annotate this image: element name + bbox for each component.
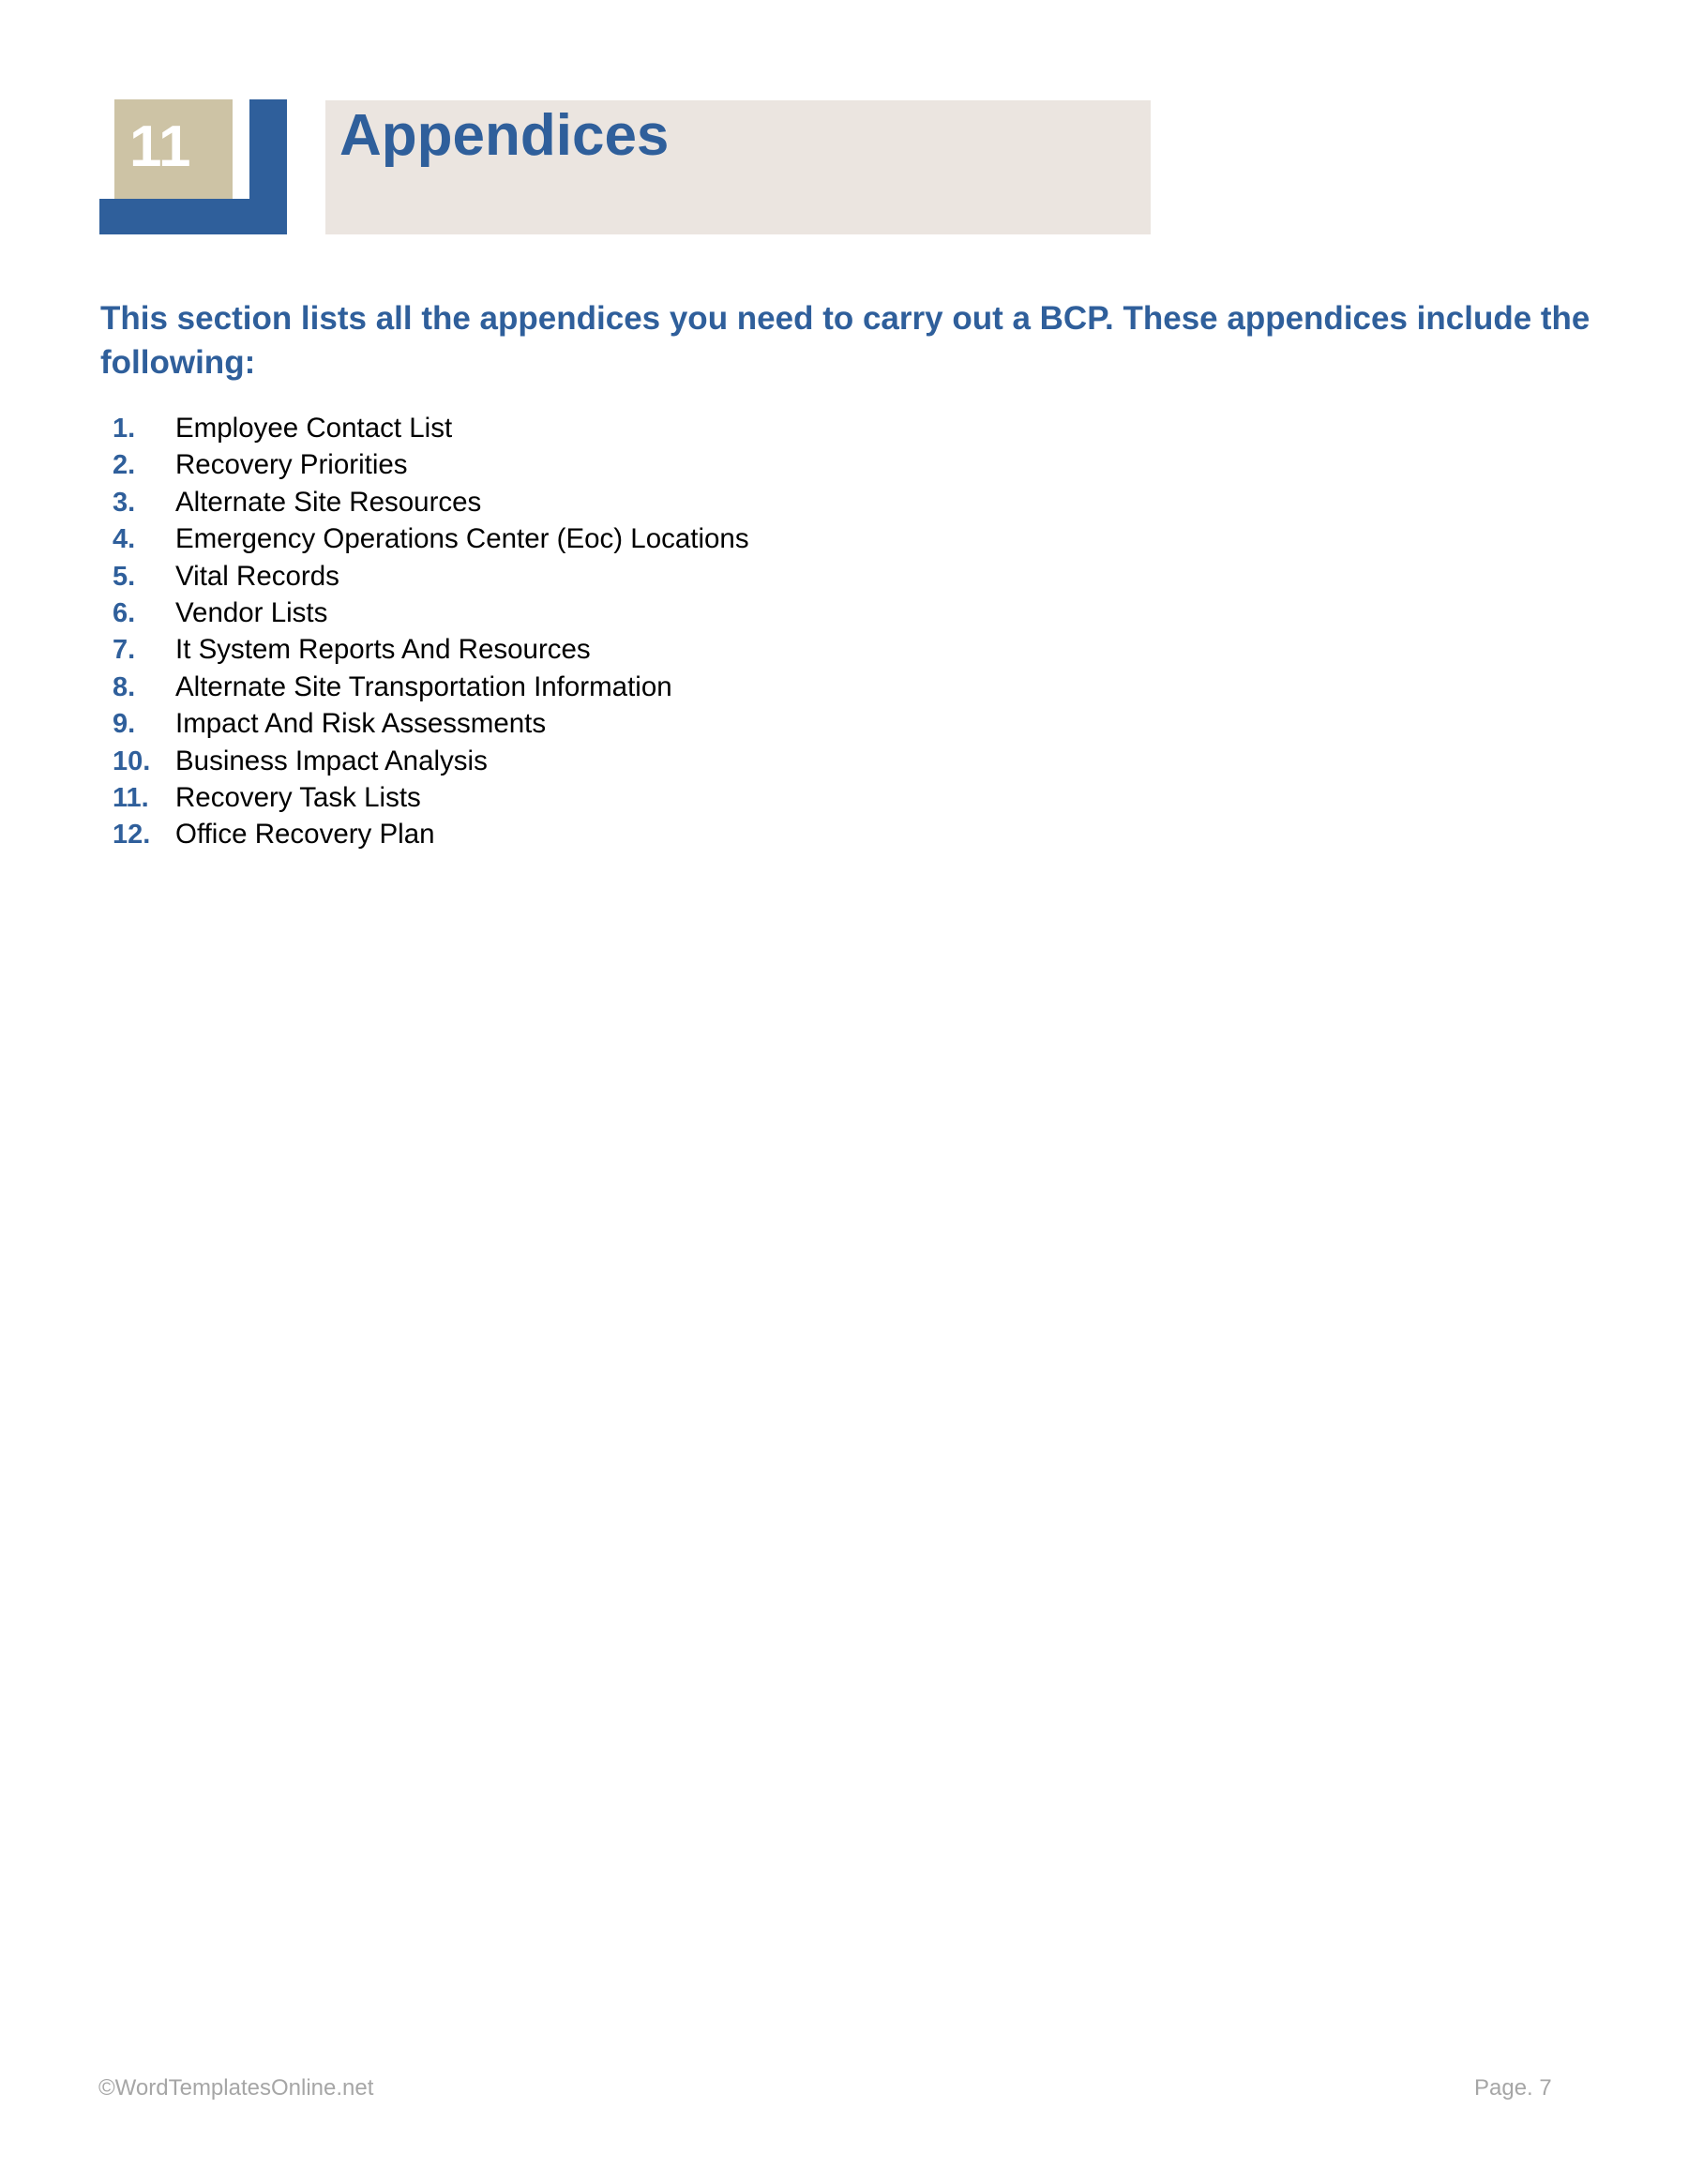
- list-item: [100, 446, 749, 483]
- list-item-label: Employee Contact List: [175, 413, 453, 444]
- list-item-label: Recovery Task Lists: [175, 781, 421, 813]
- list-item-number: 6.: [113, 597, 136, 628]
- list-item-label: Vital Records: [175, 560, 339, 592]
- list-item: [100, 743, 749, 779]
- footer-copyright: ©WordTemplatesOnline.net: [98, 2075, 374, 2101]
- list-item-number: 11.: [113, 782, 149, 813]
- list-item: [100, 631, 749, 668]
- title-band: [325, 100, 1151, 234]
- list-item: [100, 520, 749, 557]
- list-item-number: 5.: [113, 561, 136, 592]
- list-item: [100, 595, 749, 631]
- page-title: Appendices: [339, 103, 670, 168]
- list-item: [100, 558, 749, 595]
- list-item-number: 8.: [113, 671, 136, 702]
- footer-page-number: Page. 7: [1474, 2075, 1552, 2101]
- list-item: [100, 779, 749, 816]
- list-item-label: Alternate Site Resources: [175, 486, 482, 518]
- list-item-label: Impact And Risk Assessments: [175, 708, 547, 740]
- list-item-number: 2.: [113, 450, 136, 481]
- section-number: 11: [114, 99, 233, 199]
- list-item-label: Office Recovery Plan: [175, 819, 435, 851]
- list-item-label: It System Reports And Resources: [175, 634, 591, 666]
- appendices-list: [100, 410, 749, 853]
- list-item-number: 3.: [113, 487, 136, 518]
- list-item-label: Business Impact Analysis: [175, 745, 488, 776]
- list-item: [100, 669, 749, 705]
- list-item-number: 4.: [113, 524, 136, 555]
- section-number-badge: [99, 99, 287, 234]
- list-item: [100, 410, 749, 446]
- list-item-label: Vendor Lists: [175, 596, 328, 628]
- list-item: [100, 484, 749, 520]
- list-item: [100, 816, 749, 852]
- list-item-label: Alternate Site Transportation Information: [175, 670, 672, 702]
- intro-paragraph: This section lists all the appendices you need to carry out a BCP. These appendices include the following:: [100, 300, 1590, 381]
- list-item-number: 1.: [113, 414, 136, 444]
- list-item-number: 10.: [113, 746, 151, 776]
- badge-accent-bar-horizontal: [99, 199, 287, 234]
- list-item-label: Emergency Operations Center (Eoc) Locations: [175, 523, 749, 555]
- list-item: [100, 705, 749, 742]
- list-item-number: 9.: [113, 709, 136, 740]
- list-item-number: 12.: [113, 820, 151, 851]
- list-item-label: Recovery Priorities: [175, 449, 408, 481]
- list-item-number: 7.: [113, 635, 136, 666]
